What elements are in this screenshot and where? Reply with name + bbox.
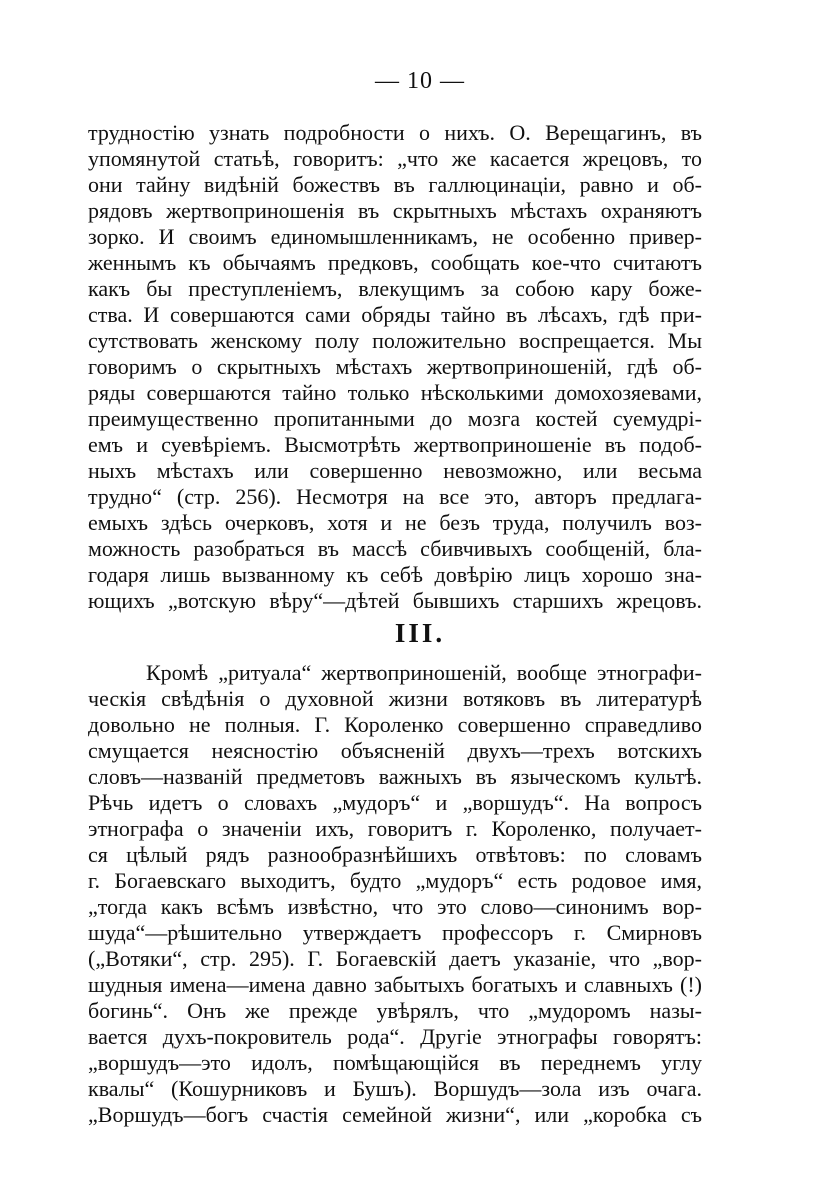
paragraph2-line-12: („Вотяки“, стр. 295). Г. Богаевскій даетъ указаніе, что „вор- xyxy=(88,946,702,971)
paragraph2-line-9: г. Богаевскаго выходитъ, будто „мудоръ“ есть родовое имя, xyxy=(88,868,702,893)
paragraph1-line-7: какъ бы преступленіемъ, влекущимъ за собою кару боже- xyxy=(88,276,702,301)
paragraph2-line-3: довольно не полныя. Г. Короленко совершенно справедливо xyxy=(88,712,702,737)
paragraph2-line-8: ся цѣлый рядъ разнообразнѣйшихъ отвѣтовъ: по словамъ xyxy=(88,842,702,867)
paragraph1-line-13: емъ и суевѣріемъ. Высмотрѣть жертвоприношеніе въ подоб- xyxy=(88,432,702,457)
paragraph1-line-19: ющихъ „вотскую вѣру“—дѣтей бывшихъ старшихъ жрецовъ. xyxy=(88,588,702,613)
paragraph1-line-4: рядовъ жертвоприношенія въ скрытныхъ мѣстахъ охраняютъ xyxy=(88,198,702,223)
paragraph1-line-11: ряды совершаются тайно только нѣсколькими домохозяевами, xyxy=(88,380,702,405)
paragraph2-line-11: шуда“—рѣшительно утверждаетъ профессоръ г. Смирновъ xyxy=(88,920,702,945)
paragraph2-line-6: Рѣчь идетъ о словахъ „мудоръ“ и „воршудъ“. На вопросъ xyxy=(88,790,702,815)
paragraph1-line-3: они тайну видѣній божествъ въ галлюцинаціи, равно и об- xyxy=(88,172,702,197)
paragraph2-line-1: Кромѣ „ритуала“ жертвоприношеній, вообще этнографи- xyxy=(146,660,702,685)
paragraph1-line-6: женнымъ къ обычаямъ предковъ, сообщать кое-что считаютъ xyxy=(88,250,702,275)
paragraph1-line-16: емыхъ здѣсь очерковъ, хотя и не безъ труда, получилъ воз- xyxy=(88,510,702,535)
paragraph1-line-18: годаря лишь вызванному къ себѣ довѣрію лицъ хорошо зна- xyxy=(88,562,702,587)
paragraph2-line-13: шудныя имена—имена давно забытыхъ богатыхъ и славныхъ (!) xyxy=(88,972,702,997)
paragraph2-line-7: этнографа о значеніи ихъ, говоритъ г. Короленко, получает- xyxy=(88,816,702,841)
paragraph2-line-4: смущается неясностію объясненій двухъ—трехъ вотскихъ xyxy=(88,738,702,763)
paragraph1-line-14: ныхъ мѣстахъ или совершенно невозможно, или весьма xyxy=(88,458,702,483)
paragraph1-line-17: можность разобраться въ массѣ сбивчивыхъ сообщеній, бла- xyxy=(88,536,702,561)
paragraph2-line-17: квалы“ (Кошурниковъ и Бушъ). Воршудъ—зола изъ очага. xyxy=(88,1076,702,1101)
paragraph1-line-15: трудно“ (стр. 256). Несмотря на все это, авторъ предлага- xyxy=(88,484,702,509)
paragraph1-line-2: упомянутой статьѣ, говоритъ: „что же касается жрецовъ, то xyxy=(88,146,702,171)
page-number: — 10 — xyxy=(375,68,465,94)
paragraph2-line-18: „Воршудъ—богъ счастія семейной жизни“, или „коробка съ xyxy=(88,1102,702,1127)
paragraph1-line-1: трудностію узнать подробности о нихъ. О. Верещагинъ, въ xyxy=(88,120,702,145)
paragraph1-line-9: сутствовать женскому полу положительно воспрещается. Мы xyxy=(88,328,702,353)
paragraph1-line-8: ства. И совершаются сами обряды тайно въ лѣсахъ, гдѣ при- xyxy=(88,302,702,327)
paragraph2-line-16: „воршудъ—это идолъ, помѣщающійся въ переднемъ углу xyxy=(88,1050,702,1075)
paragraph2-line-15: вается духъ-покровитель рода“. Другіе этнографы говорятъ: xyxy=(88,1024,702,1049)
paragraph2-line-5: словъ—названій предметовъ важныхъ въ языческомъ культѣ. xyxy=(88,764,702,789)
paragraph1-line-10: говоримъ о скрытныхъ мѣстахъ жертвоприношеній, гдѣ об- xyxy=(88,354,702,379)
paragraph2-line-2: ческія свѣдѣнія о духовной жизни вотяковъ въ литературѣ xyxy=(88,686,702,711)
paragraph1-line-12: преимущественно пропитанными до мозга костей суемудрі- xyxy=(88,406,702,431)
paragraph2-line-14: богинь“. Онъ же прежде увѣрялъ, что „мудоромъ назы- xyxy=(88,998,702,1023)
section-heading: III. xyxy=(394,618,446,648)
paragraph1-line-5: зорко. И своимъ единомышленникамъ, не особенно привер- xyxy=(88,224,702,249)
paragraph2-line-10: „тогда какъ всѣмъ извѣстно, что это слово—синонимъ вор- xyxy=(88,894,702,919)
